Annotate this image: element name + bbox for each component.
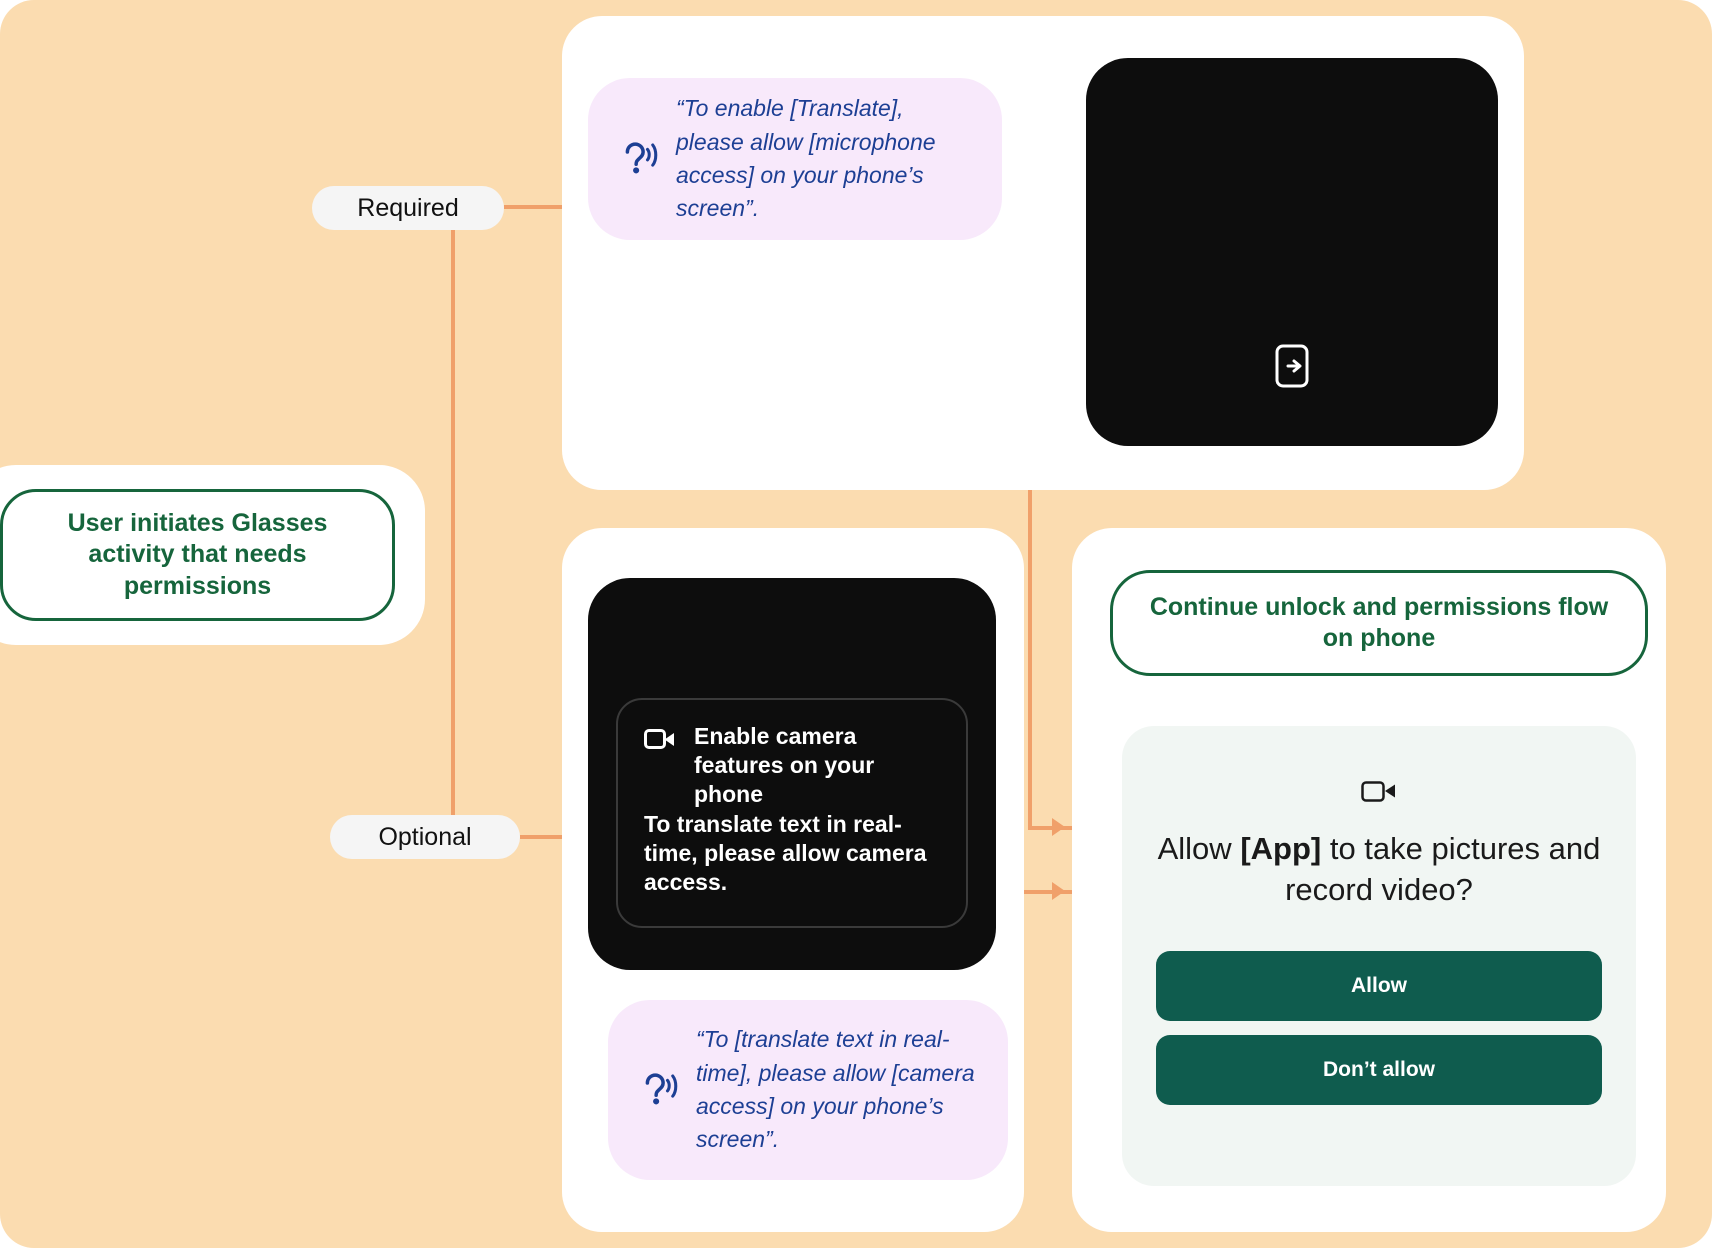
caption-bubble-camera [608,1000,1008,1180]
allow-button[interactable]: Allow [1156,951,1602,1021]
phone-unlock-icon [1275,344,1309,388]
ear-hearing-icon [616,138,658,180]
branch-pill-optional-label: Optional [378,822,472,851]
glasses-display-unlock [1086,58,1498,446]
permission-question-suffix: to take pictures and record video? [1285,831,1601,907]
phone-permission-dialog [1122,726,1636,1186]
start-node-backdrop [0,465,425,645]
continue-on-phone-node [1110,570,1648,676]
branch-pill-optional[interactable] [330,815,520,859]
connector-branch-spine [451,208,455,837]
permission-question-app: [App] [1240,831,1322,866]
continue-on-phone-label: Continue unlock and permissions flow on phone [1149,592,1609,652]
glasses-camera-card [616,698,968,928]
camera-video-icon [644,726,676,752]
connector-top-to-phone-horizontal [1028,826,1072,830]
caption-bubble-microphone-text: “To enable [Translate], please allow [microphone access] on your phone’s screen”. [676,95,936,222]
permission-dialog-buttons [1156,951,1602,1105]
arrow-top-to-phone [1052,818,1065,836]
caption-bubble-microphone [588,78,1002,240]
branch-pill-required-label: Required [357,193,459,222]
connector-required-to-bubble [504,205,568,209]
branch-pill-required[interactable] [312,186,504,230]
arrow-card-to-phone [1052,882,1065,900]
permission-question [1156,829,1602,911]
camera-video-icon [1361,776,1397,806]
ear-hearing-icon [636,1069,678,1111]
glasses-display-camera-card [588,578,996,970]
dont-allow-button[interactable]: Don’t allow [1156,1035,1602,1105]
glasses-camera-card-body: To translate text in real-time, please allow camera access. [644,811,927,895]
caption-bubble-camera-text: “To [translate text in real-time], please allow [camera access] on your phone’s screen”. [696,1026,975,1153]
permission-question-prefix: Allow [1157,831,1241,866]
start-node-label: User initiates Glasses activity that needs permissions [67,508,328,600]
start-node [0,489,395,621]
glasses-camera-card-title: Enable camera features on your phone [694,723,875,807]
